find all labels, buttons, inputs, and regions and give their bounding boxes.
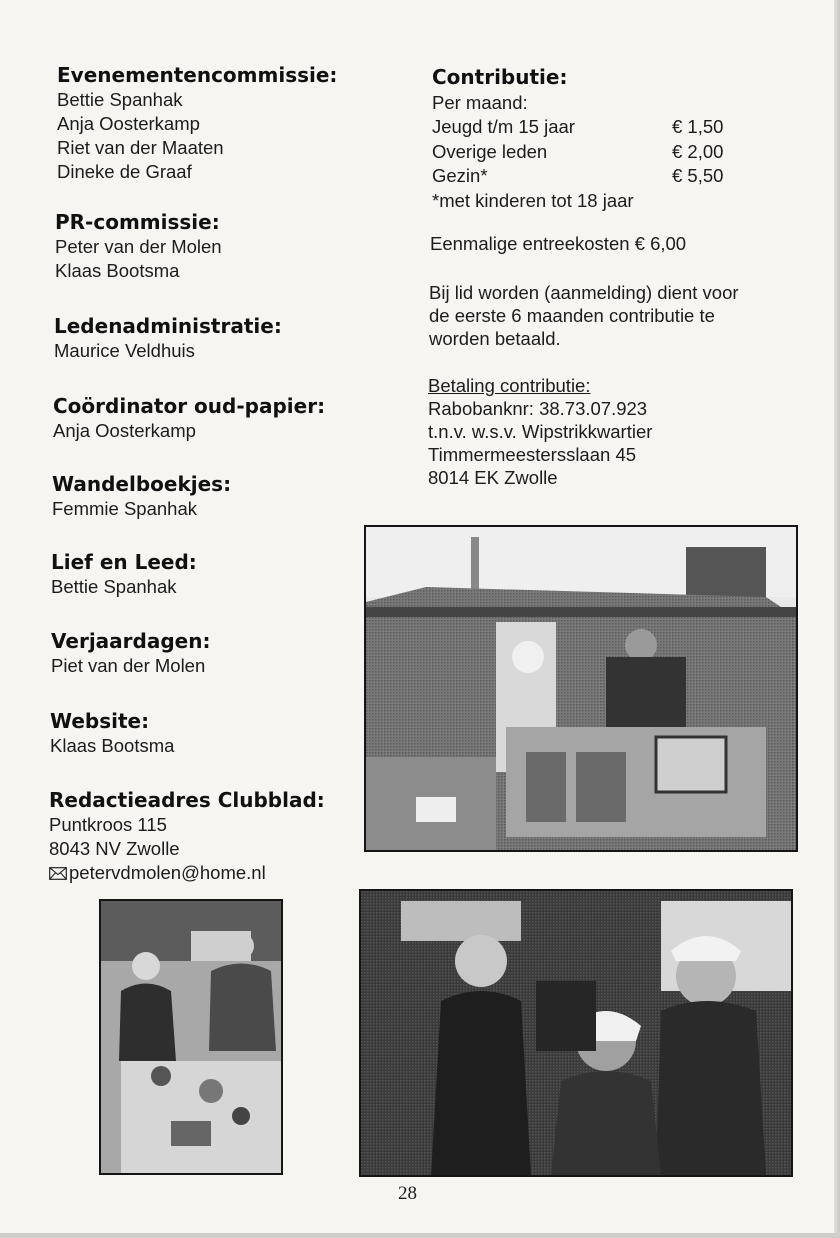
section-verjaardagen	[51, 628, 210, 678]
fee-row	[432, 164, 732, 189]
photo-people-table	[99, 899, 283, 1175]
section-redactieadres	[49, 787, 325, 885]
fee-amount: € 2,00	[672, 140, 724, 162]
member-name: Piet van der Molen	[51, 655, 206, 676]
section-heading: PR-commissie:	[55, 210, 220, 234]
fee-row	[432, 140, 732, 165]
section-heading: Lief en Leed:	[51, 550, 197, 574]
page-edge	[834, 0, 840, 1238]
section-heading: Coördinator oud-papier:	[53, 394, 326, 418]
fee-label: Overige leden	[432, 140, 548, 162]
entry-fee-text: Eenmalige entreekosten € 6,00	[430, 233, 687, 254]
photo-bus-stall	[364, 525, 798, 852]
fee-amount: € 1,50	[672, 116, 724, 137]
fee-label: Gezin*	[432, 165, 488, 186]
section-heading: Redactieadres Clubblad:	[49, 788, 325, 812]
payment-info	[428, 374, 652, 489]
member-name: Dineke de Graaf	[57, 161, 192, 182]
member-name: Anja Oosterkamp	[53, 420, 196, 441]
member-name: Peter van der Molen	[55, 236, 222, 257]
fee-footnote: *met kinderen tot 18 jaar	[432, 189, 634, 211]
member-name: Maurice Veldhuis	[54, 340, 195, 361]
page-bottom-edge	[0, 1233, 840, 1238]
address-line: 8043 NV Zwolle	[49, 838, 180, 859]
section-coordinator-oud-papier	[53, 393, 325, 443]
section-pr-commissie	[55, 209, 222, 283]
section-lief-en-leed	[51, 549, 197, 599]
per-month-label: Per maand:	[432, 92, 528, 113]
fee-amount: € 5,50	[672, 165, 724, 186]
section-heading: Ledenadministratie:	[54, 314, 282, 338]
membership-note	[429, 281, 739, 350]
section-ledenadministratie	[54, 313, 282, 363]
member-name: Klaas Bootsma	[50, 735, 175, 756]
section-website	[50, 708, 174, 758]
member-name: Bettie Spanhak	[51, 576, 177, 597]
payment-heading: Betaling contributie:	[428, 375, 591, 396]
membership-note-line: Bij lid worden (aanmelding) dient voor	[429, 282, 739, 303]
payment-line: 8014 EK Zwolle	[428, 467, 558, 488]
member-name: Riet van der Maaten	[57, 137, 224, 158]
member-name: Bettie Spanhak	[57, 89, 183, 110]
section-evenementencommissie	[57, 62, 337, 184]
entry-fee	[430, 232, 686, 256]
email-line	[49, 861, 325, 885]
photo-image	[366, 527, 796, 850]
section-heading: Verjaardagen:	[51, 629, 211, 653]
envelope-icon	[49, 867, 67, 880]
fee-row	[432, 115, 732, 140]
contributie-heading: Contributie:	[432, 65, 568, 89]
membership-note-line: de eerste 6 maanden contributie te	[429, 305, 715, 326]
section-heading: Evenementencommissie:	[57, 63, 338, 87]
photo-image	[101, 901, 281, 1173]
section-heading: Wandelboekjes:	[52, 472, 232, 496]
member-name: Klaas Bootsma	[55, 260, 180, 281]
fee-label: Jeugd t/m 15 jaar	[432, 116, 575, 137]
address-line: Puntkroos 115	[49, 814, 167, 835]
membership-note-line: worden betaald.	[429, 328, 561, 349]
page-number: 28	[398, 1183, 417, 1204]
member-name: Anja Oosterkamp	[57, 113, 200, 134]
payment-line: Timmermeestersslaan 45	[428, 444, 637, 465]
photo-image	[361, 891, 791, 1175]
section-wandelboekjes	[52, 471, 231, 521]
email-address[interactable]: petervdmolen@home.nl	[69, 862, 266, 883]
payment-line: Rabobanknr: 38.73.07.923	[428, 398, 648, 419]
member-name: Femmie Spanhak	[52, 498, 197, 519]
section-contributie	[432, 64, 732, 213]
payment-line: t.n.v. w.s.v. Wipstrikkwartier	[428, 421, 653, 442]
section-heading: Website:	[50, 709, 150, 733]
photo-people-in-bus	[359, 889, 793, 1177]
